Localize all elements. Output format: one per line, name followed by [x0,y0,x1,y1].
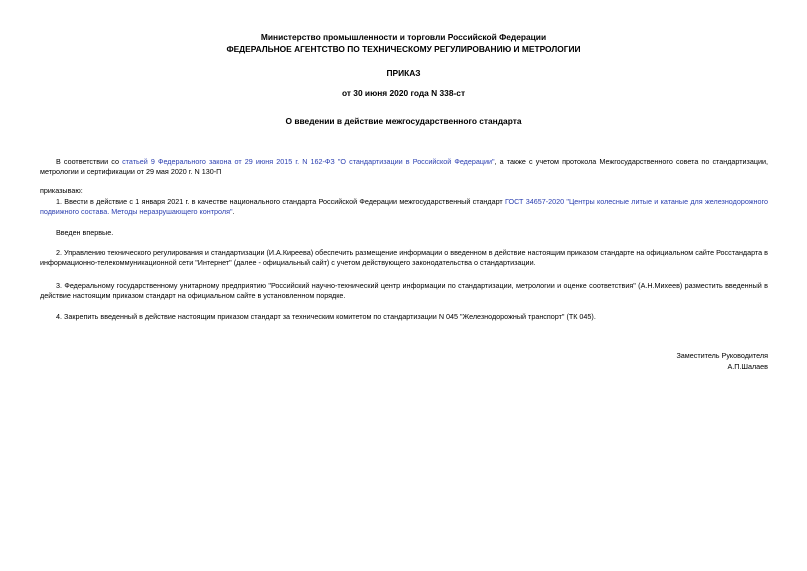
ministry-heading: Министерство промышленности и торговли Российской Федерации [260,32,547,42]
signatory-position: Заместитель Руководителя [676,351,768,360]
gost-standard-link[interactable]: ГОСТ 34657-2020 "Центры колесные литые и катаные для железнодорожного подвижного состава. Методы неразрушающего контроля" [40,197,768,216]
preamble-text-end: , а также с учетом протокола Межгосударственного совета по стандартизации, метрологии и сертификации от 29 мая 2020 г. N 130-П [40,157,768,176]
order-subject: О введении в действие межгосударственного стандарта [285,116,522,126]
signatory-name: А.П.Шалаев [727,362,768,371]
item-3-paragraph: 3. Федеральному государственному унитарному предприятию "Российский научно-технический центр информации по стандартизации, метрологии и оценке соответствия" (А.Н.Михеев) разместить введенный в действие настоящим приказом стандарт на официальном сайте в установленном порядке. [40,281,768,300]
preamble-text-start: В соответствии со [56,157,123,166]
preamble-paragraph [40,157,768,177]
item-1-text: 1. Ввести в действие с 1 января 2021 г. в качестве национального стандарта Российской Федерации межгосударственный стандарт [56,197,506,206]
federal-law-link[interactable]: статьей 9 Федерального закона от 29 июня 2015 г. N 162-ФЗ "О стандартизации в Российской Федерации" [122,157,495,166]
item-1-end: . [232,207,235,216]
order-date-number: от 30 июня 2020 года N 338-ст [341,88,466,98]
orders-word: приказываю: [40,186,83,195]
introduced-note: Введен впервые. [56,228,114,237]
item-1-paragraph [40,197,768,217]
item-4-paragraph: 4. Закрепить введенный в действие настоящим приказом стандарт за техническим комитетом по стандартизации N 045 "Железнодорожный транспорт" (ТК 045). [56,312,596,321]
agency-heading: ФЕДЕРАЛЬНОЕ АГЕНТСТВО ПО ТЕХНИЧЕСКОМУ РЕГУЛИРОВАНИЮ И МЕТРОЛОГИИ [226,44,581,54]
document-type: ПРИКАЗ [386,68,421,78]
item-2-paragraph: 2. Управлению технического регулирования и стандартизации (И.А.Киреева) обеспечить размещение информации о введенном в действие настоящим приказом стандарте на официальном сайте Росстандарта в информационно-телекоммуникационной сети "Интернет" (далее - официальный сайт) с учетом действующего законодательства о стандартизации. [40,248,768,267]
